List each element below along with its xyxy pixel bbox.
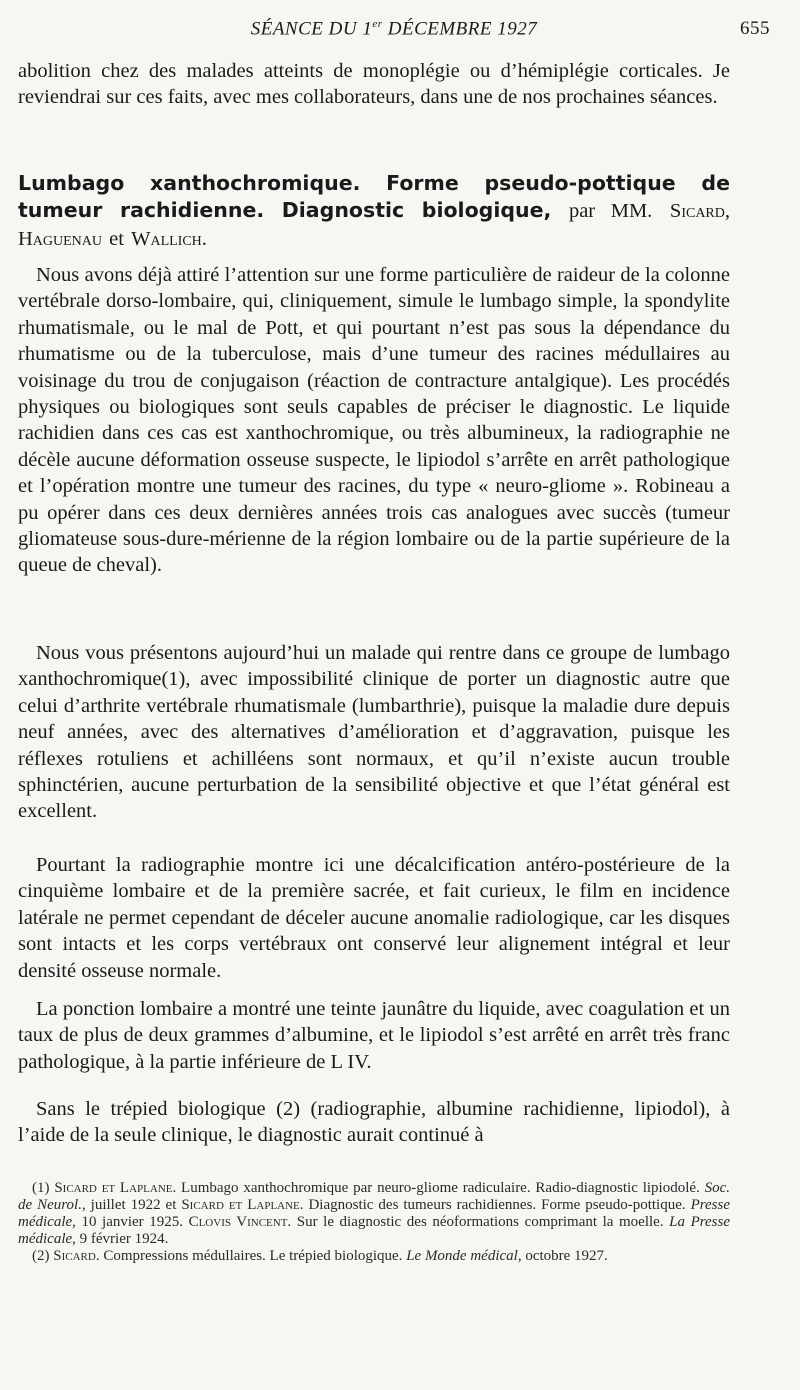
running-title: SÉANCE DU 1er DÉCEMBRE 1927: [250, 18, 538, 40]
body-section-3: [18, 852, 730, 984]
footnote-2: [18, 1248, 730, 1265]
author-haguenau: Haguenau: [18, 228, 103, 250]
paragraph: Nous avons déjà attiré l’attention sur une forme particulière de raideur de la colonne vertébrale dorso-lombaire, qui, cliniquement, simule le lumbago simple, la spondylite rhumatismale, ou le mal de Pott, et qui pourtant n’est pas sous la dépendance du rhumatisme ou de la tuberculose, mais d’une tumeur des racines médullaires au voisinage du trou de conjugaison (réaction de contracture antalgique). Les procédés physiques ou biologiques sont seuls capables de préciser le diagnostic. Le liquide rachidien dans ces cas est xanthochromique, ou très albumineux, la radiographie ne décèle aucune déformation osseuse suspecte, le lipiodol s’arrête en arrêt pathologique et l’opération montre une tumeur des racines, du type « neuro-gliome ». Robineau a pu opérer dans ces deux dernières années trois cas analogues avec succès (tumeur gliomateuse sous-dure-mérienne de la région lombaire ou de la partie supérieure de la queue de cheval).: [18, 264, 730, 577]
footnote-date: , 10 janvier 1925.: [72, 1214, 183, 1230]
footnotes: [18, 1180, 730, 1265]
paragraph: Pourtant la radiographie montre ici une décalcification antéro-postérieure de la cinquième lombaire et de la première sacrée, et fait curieux, le film en incidence latérale ne permet cependant de déceler aucune anomalie radiologique, car les disques sont intacts et les corps vertébraux ont conservé leur alignement intégral et leur densité osseuse normale.: [18, 854, 730, 982]
footnote-date: , 9 février 1924.: [72, 1231, 169, 1247]
footnote-1: [18, 1180, 730, 1248]
footnote-date: , juillet 1922 et: [81, 1197, 182, 1213]
footnote-journal: La Presse médicale: [18, 1214, 731, 1247]
article-title: Lumbago xanthochromique. Forme pseudo-pottique de tumeur rachidienne. Diagnostic biologique,: [18, 171, 730, 222]
footnote-1-mark: (1): [32, 1180, 50, 1196]
paragraph: Nous vous présentons aujourd’hui un malade qui rentre dans ce groupe de lumbago xanthochromique(1), avec impossibilité clinique de porter un diagnostic autre que celui d’arthrite vertébrale rhumatismale (lumbarthrie), puisque la maladie dure depuis neuf années, avec des alternatives d’amélioration et d’aggravation, puisque les réflexes rotuliens et achilléens sont normaux, et qu’il n’existe aucun trouble sphinctérien, aucune perturbation de la sensibilité objective et que l’état général est excellent.: [18, 642, 730, 823]
author-sicard: Sicard,: [669, 200, 731, 222]
paragraph: La ponction lombaire a montré une teinte jaunâtre du liquide, avec coagulation et un taux de plus de deux grammes d’albumine, et le lipiodol s’est arrêté en arrêt très franc pathologique, à la partie inférieure de L IV.: [18, 998, 730, 1073]
footnote-text: Sur le diagnostic des néoformations comprimant la moelle.: [291, 1214, 670, 1230]
footnote-author: Clovis Vincent.: [188, 1214, 292, 1230]
footnote-author: Sicard et Laplane.: [54, 1180, 177, 1196]
footnote-journal: Le Monde médical: [406, 1248, 518, 1264]
body-section-1: [18, 262, 730, 579]
footnote-text: Compressions médullaires. Le trépied biologique.: [99, 1248, 407, 1264]
author-conjunction: et: [109, 228, 124, 250]
running-header: [18, 18, 770, 48]
footnote-journal: Presse médicale: [18, 1197, 730, 1230]
intro-paragraph: abolition chez des malades atteints de monoplégie ou d’hémiplégie corticales. Je reviendrai sur ces faits, avec mes collaborateurs, dans une de nos prochaines séances.: [18, 60, 730, 109]
footnote-journal: Soc. de Neurol.: [18, 1180, 731, 1213]
paragraph: Sans le trépied biologique (2) (radiographie, albumine rachidienne, lipiodol), à l’aide de la seule clinique, le diagnostic aurait continué à: [18, 1098, 730, 1147]
intro-paragraph-block: [18, 58, 730, 111]
author-wallich: Wallich.: [131, 228, 207, 250]
page-number: 655: [740, 18, 770, 39]
footnote-author: Sicard.: [53, 1248, 100, 1264]
body-section-5: [18, 1096, 730, 1149]
article-par: par MM.: [568, 200, 653, 222]
footnote-text: Diagnostic des tumeurs rachidiennes. Forme pseudo-pottique.: [303, 1197, 691, 1213]
article-heading: [18, 170, 730, 253]
body-section-4: [18, 996, 730, 1075]
body-section-2: [18, 640, 730, 825]
footnote-2-mark: (2): [32, 1248, 50, 1264]
footnote-date: , octobre 1927.: [517, 1248, 608, 1264]
footnote-text: Lumbago xanthochromique par neuro-gliome radiculaire. Radio-diagnostic lipiodolé.: [176, 1180, 705, 1196]
footnote-author: Sicard et Laplane.: [181, 1197, 304, 1213]
